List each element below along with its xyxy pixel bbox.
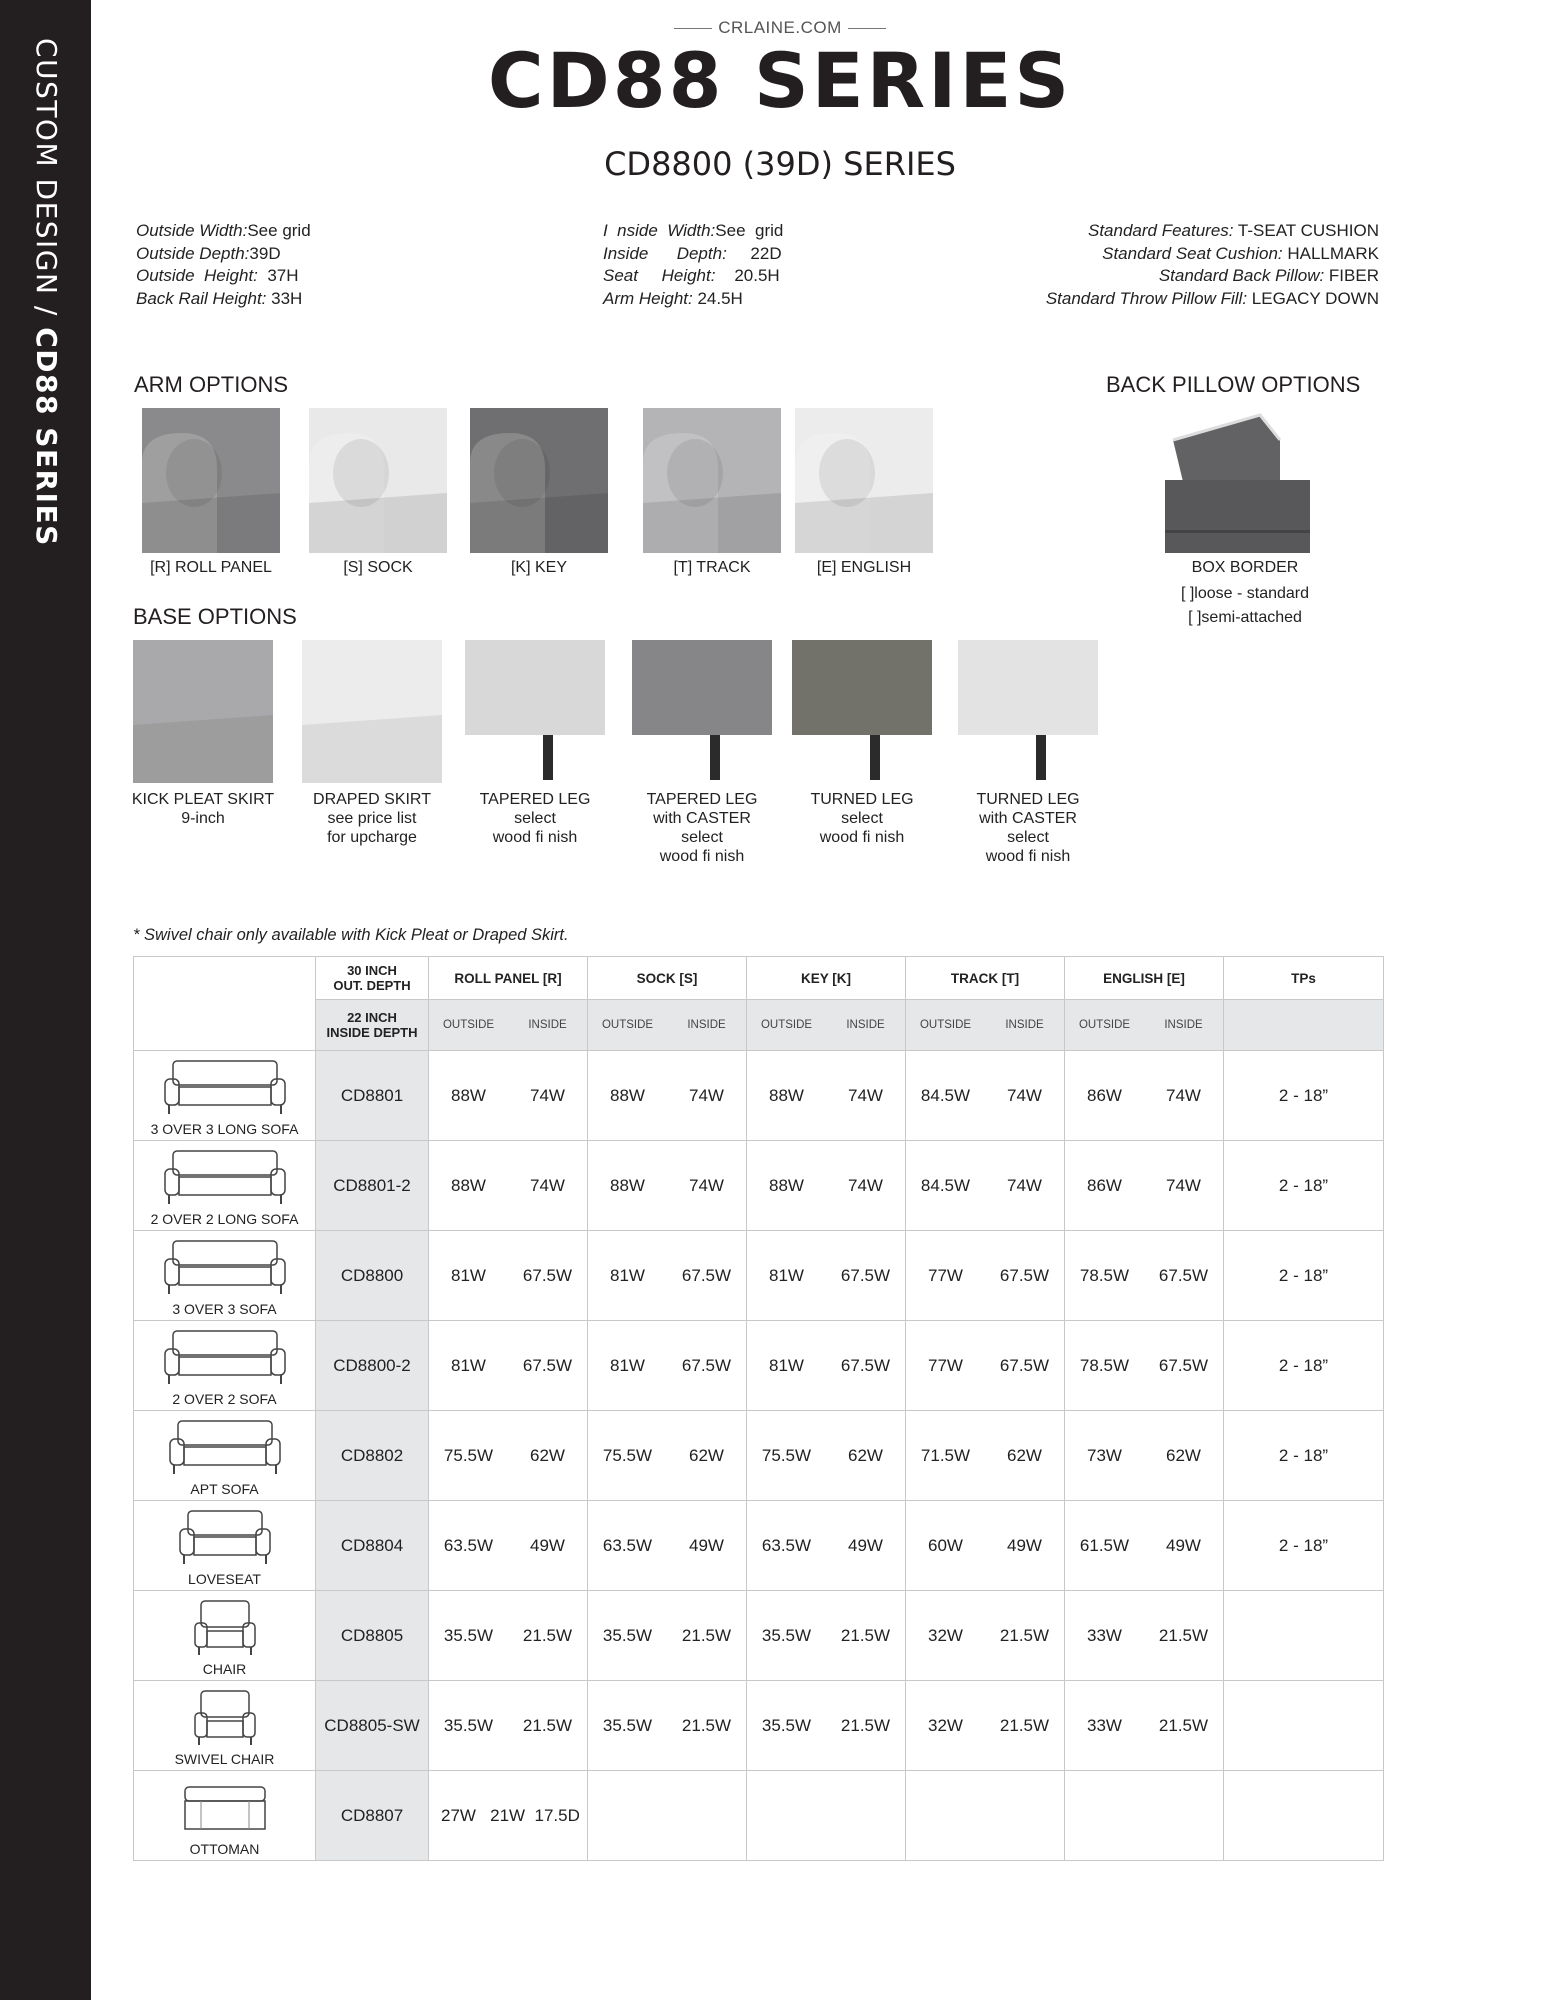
- outside-width: 35.5W: [761, 1625, 812, 1645]
- product-cell: [134, 1141, 316, 1231]
- spec-label: Standard Features:: [1087, 221, 1234, 240]
- spec-dimensions-outside: [136, 220, 311, 310]
- outside-width: 33W: [1087, 1625, 1122, 1645]
- width-cell: [429, 1501, 588, 1591]
- spec-value: 37H: [257, 266, 299, 285]
- inside-width: 67.5W: [681, 1355, 732, 1375]
- inside-width: 49W: [848, 1535, 883, 1555]
- table-row: [134, 1771, 1384, 1861]
- width-cell: [747, 1141, 906, 1231]
- width-cell: [906, 1681, 1065, 1771]
- spec-label: Outside Width:: [136, 221, 248, 240]
- tps-cell: 2 - 18”: [1224, 1501, 1384, 1591]
- arm-option-image: [470, 408, 608, 553]
- spec-label: Outside Height:: [136, 266, 258, 285]
- base-option-image: [632, 640, 772, 783]
- inside-width: 49W: [1166, 1535, 1201, 1555]
- outside-width: 88W: [610, 1175, 645, 1195]
- inside-width: 67.5W: [681, 1265, 732, 1285]
- inside-width: 67.5W: [522, 1355, 573, 1375]
- tps-cell: [1224, 1771, 1384, 1861]
- outside-width: 32W: [928, 1715, 963, 1735]
- outside-width: 75.5W: [443, 1445, 494, 1465]
- width-cell: [747, 1501, 906, 1591]
- product-cell: [134, 1051, 316, 1141]
- tps-cell: 2 - 18”: [1224, 1231, 1384, 1321]
- empty-cell: [747, 1771, 906, 1861]
- outside-width: 88W: [769, 1085, 804, 1105]
- inside-width: 74W: [1166, 1175, 1201, 1195]
- model-number: CD8805: [316, 1591, 429, 1681]
- base-option-label: TAPERED LEG: [479, 791, 591, 808]
- spec-label: Standard Seat Cushion:: [1102, 243, 1283, 263]
- width-cell: [906, 1231, 1065, 1321]
- outside-width: 35.5W: [602, 1625, 653, 1645]
- base-option-label: with CASTER: [979, 810, 1077, 827]
- tps-cell: 2 - 18”: [1224, 1051, 1384, 1141]
- table-row: [134, 1591, 1384, 1681]
- base-option-image: [958, 640, 1098, 783]
- spec-line: [1046, 265, 1379, 288]
- inside-width: 62W: [530, 1445, 565, 1465]
- base-option-label: TURNED LEG: [810, 791, 914, 808]
- spec-standard-features: [1046, 220, 1379, 310]
- base-option-label: wood fi nish: [819, 829, 905, 846]
- inside-width: 62W: [1166, 1445, 1201, 1465]
- width-cell: [906, 1591, 1065, 1681]
- outside-width: 78.5W: [1079, 1265, 1130, 1285]
- width-cell: [906, 1411, 1065, 1501]
- table-corner: [134, 957, 316, 1051]
- empty-cell: [906, 1771, 1065, 1861]
- width-cell: [1065, 1501, 1224, 1591]
- outside-width: 78.5W: [1079, 1355, 1130, 1375]
- base-option-label: select: [841, 810, 883, 827]
- base-option-label: select: [1007, 829, 1049, 846]
- inside-width: 74W: [1007, 1085, 1042, 1105]
- inside-width: 21.5W: [522, 1715, 573, 1735]
- outside-width: 81W: [610, 1265, 645, 1285]
- base-option-label: wood fi nish: [659, 848, 745, 865]
- inside-width: 49W: [530, 1535, 565, 1555]
- base-option-label: TAPERED LEG: [646, 791, 758, 808]
- outside-inside-header: OUTSIDE INSIDE: [588, 1000, 747, 1051]
- width-cell: [429, 1051, 588, 1141]
- spec-value: 39D: [249, 243, 281, 263]
- table-row: [134, 1411, 1384, 1501]
- inside-width: 67.5W: [840, 1265, 891, 1285]
- product-name: OTTOMAN: [189, 1841, 260, 1857]
- tps-subheader: [1224, 1000, 1384, 1051]
- outside-width: 81W: [769, 1265, 804, 1285]
- tps-cell: 2 - 18”: [1224, 1321, 1384, 1411]
- spec-value: T-SEAT CUSHION: [1233, 221, 1379, 240]
- outside-width: 88W: [451, 1175, 486, 1195]
- width-cell: [906, 1051, 1065, 1141]
- table-row: [134, 1501, 1384, 1591]
- spec-dimensions-inside: [603, 220, 783, 310]
- table-row: [134, 1231, 1384, 1321]
- tps-cell: [1224, 1591, 1384, 1681]
- spec-label: Back Rail Height:: [136, 288, 267, 308]
- outside-width: 88W: [610, 1085, 645, 1105]
- base-option-label: DRAPED SKIRT: [313, 791, 431, 808]
- arm-option-label: [T] TRACK: [673, 559, 751, 576]
- base-option-label: with CASTER: [653, 810, 751, 827]
- arm-option-label: [K] KEY: [510, 559, 568, 576]
- product-name: 2 OVER 2 SOFA: [172, 1391, 277, 1407]
- outside-width: 77W: [928, 1265, 963, 1285]
- arm-option-image: [795, 408, 933, 553]
- width-cell: [1065, 1231, 1224, 1321]
- inside-width: 67.5W: [522, 1265, 573, 1285]
- outside-inside-header: OUTSIDE INSIDE: [747, 1000, 906, 1051]
- page-title: CD88 SERIES: [487, 36, 1073, 125]
- inside-width: 67.5W: [1158, 1355, 1209, 1375]
- inside-width: 62W: [689, 1445, 724, 1465]
- inside-width: 67.5W: [999, 1265, 1050, 1285]
- empty-cell: [1065, 1771, 1224, 1861]
- spec-line: [603, 243, 783, 266]
- outside-width: 88W: [451, 1085, 486, 1105]
- spec-label: Standard Back Pillow:: [1158, 266, 1325, 285]
- base-options-title: BASE OPTIONS: [133, 604, 297, 629]
- table-row: [134, 1321, 1384, 1411]
- spec-line: [136, 265, 311, 288]
- model-number: CD8804: [316, 1501, 429, 1591]
- product-cell: [134, 1501, 316, 1591]
- base-option-label: KICK PLEAT SKIRT: [131, 791, 275, 808]
- model-number: CD8801-2: [316, 1141, 429, 1231]
- inside-width: 74W: [1166, 1085, 1201, 1105]
- back-pillow-option-semi-attached: [ ]semi-attached: [1188, 609, 1302, 626]
- product-name: APT SOFA: [190, 1481, 259, 1497]
- spec-value: HALLMARK: [1282, 243, 1379, 263]
- spec-line: [1046, 288, 1379, 311]
- inside-width: 74W: [1007, 1175, 1042, 1195]
- width-cell: [588, 1321, 747, 1411]
- outside-width: 35.5W: [602, 1715, 653, 1735]
- inside-width: 21.5W: [999, 1715, 1050, 1735]
- width-cell: [1065, 1681, 1224, 1771]
- spec-value: 33H: [266, 288, 303, 308]
- inside-width: 21.5W: [1158, 1625, 1209, 1645]
- outside-width: 86W: [1087, 1175, 1122, 1195]
- tps-cell: 2 - 18”: [1224, 1411, 1384, 1501]
- width-cell: [1065, 1321, 1224, 1411]
- inside-width: 67.5W: [1158, 1265, 1209, 1285]
- spec-label: Outside Depth:: [136, 243, 250, 263]
- base-option-label: select: [681, 829, 723, 846]
- inside-width: 21.5W: [681, 1715, 732, 1735]
- spec-value: See grid: [247, 221, 311, 240]
- empty-cell: [588, 1771, 747, 1861]
- tps-cell: [1224, 1681, 1384, 1771]
- outside-width: 60W: [928, 1535, 963, 1555]
- dimensions-table: [133, 956, 1384, 1861]
- width-cell: [747, 1051, 906, 1141]
- swivel-note: * Swivel chair only available with Kick Pleat or Draped Skirt.: [133, 926, 569, 944]
- inside-width: 21.5W: [522, 1625, 573, 1645]
- back-pillow-options-title: BACK PILLOW OPTIONS: [1106, 372, 1361, 397]
- arm-option-label: [E] ENGLISH: [816, 559, 912, 576]
- spec-line: [603, 288, 783, 311]
- outside-width: 81W: [610, 1355, 645, 1375]
- width-cell: [1065, 1411, 1224, 1501]
- base-option-label: select: [514, 810, 556, 827]
- product-name: SWIVEL CHAIR: [174, 1751, 275, 1767]
- inside-width: 62W: [1007, 1445, 1042, 1465]
- outside-width: 81W: [769, 1355, 804, 1375]
- arm-option-image: [309, 408, 447, 553]
- inside-width: 74W: [689, 1175, 724, 1195]
- base-option-image: [465, 640, 605, 783]
- width-cell: [747, 1231, 906, 1321]
- inside-width: 21.5W: [1158, 1715, 1209, 1735]
- product-name: CHAIR: [202, 1661, 247, 1677]
- spec-label: Inside Depth:: [603, 243, 727, 263]
- spec-line: [136, 288, 311, 311]
- arm-column-header: SOCK [S]: [588, 957, 747, 1000]
- product-cell: [134, 1771, 316, 1861]
- base-option-image: [792, 640, 932, 783]
- width-cell: [588, 1681, 747, 1771]
- base-option-label: for upcharge: [327, 829, 417, 846]
- width-cell: [429, 1411, 588, 1501]
- base-option-label: TURNED LEG: [976, 791, 1080, 808]
- inside-width: 21.5W: [681, 1625, 732, 1645]
- outside-width: 77W: [928, 1355, 963, 1375]
- spec-line: [603, 220, 783, 243]
- spec-value: 22D: [726, 243, 782, 263]
- spec-line: [136, 220, 311, 243]
- base-option-label: wood fi nish: [985, 848, 1071, 865]
- inside-width: 21.5W: [840, 1625, 891, 1645]
- outside-width: 33W: [1087, 1715, 1122, 1735]
- inside-width: 49W: [1007, 1535, 1042, 1555]
- width-cell: [429, 1681, 588, 1771]
- outside-width: 84.5W: [920, 1085, 971, 1105]
- ottoman-dimensions: 27W 21W 17.5D: [429, 1771, 588, 1861]
- depth-header-inside: 22 INCH INSIDE DEPTH: [316, 1000, 429, 1051]
- width-cell: [1065, 1591, 1224, 1681]
- width-cell: [906, 1321, 1065, 1411]
- width-cell: [588, 1141, 747, 1231]
- inside-width: 74W: [530, 1085, 565, 1105]
- product-name: 3 OVER 3 LONG SOFA: [150, 1121, 299, 1137]
- sidebar: [0, 0, 91, 2000]
- outside-width: 61.5W: [1079, 1535, 1130, 1555]
- depth-header-outside: 30 INCH OUT. DEPTH: [316, 957, 429, 1000]
- inside-width: 62W: [848, 1445, 883, 1465]
- outside-inside-header: OUTSIDE INSIDE: [1065, 1000, 1224, 1051]
- inside-width: 74W: [530, 1175, 565, 1195]
- spec-value: 24.5H: [692, 288, 743, 308]
- model-number: CD8800-2: [316, 1321, 429, 1411]
- spec-label: Arm Height:: [603, 288, 693, 308]
- arm-options-title: ARM OPTIONS: [134, 372, 289, 397]
- box-border-pillow-image: [1165, 410, 1310, 553]
- outside-inside-header: OUTSIDE INSIDE: [906, 1000, 1065, 1051]
- arm-option-image: [643, 408, 781, 553]
- outside-width: 71.5W: [920, 1445, 971, 1465]
- box-border-label: BOX BORDER: [1191, 559, 1299, 576]
- inside-width: 67.5W: [840, 1355, 891, 1375]
- outside-width: 88W: [769, 1175, 804, 1195]
- width-cell: [747, 1411, 906, 1501]
- arm-column-header: TRACK [T]: [906, 957, 1065, 1000]
- table-row: [134, 1141, 1384, 1231]
- width-cell: [1065, 1051, 1224, 1141]
- inside-width: 21.5W: [840, 1715, 891, 1735]
- product-name: 2 OVER 2 LONG SOFA: [150, 1211, 299, 1227]
- product-cell: [134, 1681, 316, 1771]
- outside-width: 35.5W: [761, 1715, 812, 1735]
- width-cell: [747, 1321, 906, 1411]
- spec-value: LEGACY DOWN: [1247, 288, 1379, 308]
- table-row: [134, 1681, 1384, 1771]
- inside-width: 21.5W: [999, 1625, 1050, 1645]
- spec-line: [1046, 220, 1379, 243]
- back-pillow-option-loose: [ ]loose - standard: [1180, 585, 1310, 602]
- outside-width: 35.5W: [443, 1625, 494, 1645]
- width-cell: [429, 1321, 588, 1411]
- width-cell: [588, 1231, 747, 1321]
- base-option-label: wood fi nish: [492, 829, 578, 846]
- outside-width: 86W: [1087, 1085, 1122, 1105]
- width-cell: [747, 1681, 906, 1771]
- outside-width: 84.5W: [920, 1175, 971, 1195]
- width-cell: [588, 1501, 747, 1591]
- width-cell: [588, 1411, 747, 1501]
- width-cell: [429, 1231, 588, 1321]
- outside-width: 63.5W: [602, 1535, 653, 1555]
- spec-line: [136, 243, 311, 266]
- base-option-label: see price list: [327, 810, 417, 827]
- base-option-image: [302, 640, 442, 783]
- width-cell: [588, 1591, 747, 1681]
- outside-width: 81W: [451, 1355, 486, 1375]
- model-number: CD8807: [316, 1771, 429, 1861]
- outside-inside-header: OUTSIDE INSIDE: [429, 1000, 588, 1051]
- width-cell: [1065, 1141, 1224, 1231]
- outside-width: 35.5W: [443, 1715, 494, 1735]
- spec-value: 20.5H: [715, 266, 780, 285]
- product-cell: [134, 1591, 316, 1681]
- width-cell: [747, 1591, 906, 1681]
- outside-width: 32W: [928, 1625, 963, 1645]
- outside-width: 63.5W: [761, 1535, 812, 1555]
- page-subtitle: CD8800 (39D) SERIES: [604, 145, 956, 183]
- width-cell: [429, 1141, 588, 1231]
- outside-width: 73W: [1087, 1445, 1122, 1465]
- width-cell: [429, 1591, 588, 1681]
- spec-label: Seat Height:: [603, 266, 716, 285]
- site-url: CRLAINE.COM: [0, 18, 1545, 38]
- arm-option-image: [142, 408, 280, 553]
- model-number: CD8805-SW: [316, 1681, 429, 1771]
- product-cell: [134, 1411, 316, 1501]
- model-number: CD8801: [316, 1051, 429, 1141]
- tps-header: TPs: [1224, 957, 1384, 1000]
- spec-value: See grid: [715, 221, 784, 240]
- arm-column-header: ROLL PANEL [R]: [429, 957, 588, 1000]
- arm-column-header: KEY [K]: [747, 957, 906, 1000]
- sidebar-label: CUSTOM DESIGN / CD88 SERIES: [30, 38, 63, 547]
- arm-option-label: [R] ROLL PANEL: [150, 559, 272, 576]
- outside-width: 75.5W: [602, 1445, 653, 1465]
- spec-line: [1046, 243, 1379, 266]
- product-name: 3 OVER 3 SOFA: [172, 1301, 277, 1317]
- inside-width: 67.5W: [999, 1355, 1050, 1375]
- product-cell: [134, 1321, 316, 1411]
- product-cell: [134, 1231, 316, 1321]
- spec-line: [603, 265, 783, 288]
- spec-label: Standard Throw Pillow Fill:: [1045, 288, 1248, 308]
- spec-label: I nside Width:: [603, 221, 716, 240]
- width-cell: [906, 1501, 1065, 1591]
- model-number: CD8802: [316, 1411, 429, 1501]
- model-number: CD8800: [316, 1231, 429, 1321]
- base-option-image: [133, 640, 273, 783]
- outside-width: 81W: [451, 1265, 486, 1285]
- table-row: [134, 1051, 1384, 1141]
- inside-width: 74W: [848, 1085, 883, 1105]
- base-option-label: 9-inch: [181, 810, 225, 827]
- width-cell: [906, 1141, 1065, 1231]
- spec-value: FIBER: [1324, 266, 1379, 285]
- inside-width: 74W: [689, 1085, 724, 1105]
- arm-column-header: ENGLISH [E]: [1065, 957, 1224, 1000]
- width-cell: [588, 1051, 747, 1141]
- inside-width: 49W: [689, 1535, 724, 1555]
- product-name: LOVESEAT: [188, 1571, 261, 1587]
- inside-width: 74W: [848, 1175, 883, 1195]
- outside-width: 75.5W: [761, 1445, 812, 1465]
- tps-cell: 2 - 18”: [1224, 1141, 1384, 1231]
- outside-width: 63.5W: [443, 1535, 494, 1555]
- arm-option-label: [S] SOCK: [343, 559, 413, 576]
